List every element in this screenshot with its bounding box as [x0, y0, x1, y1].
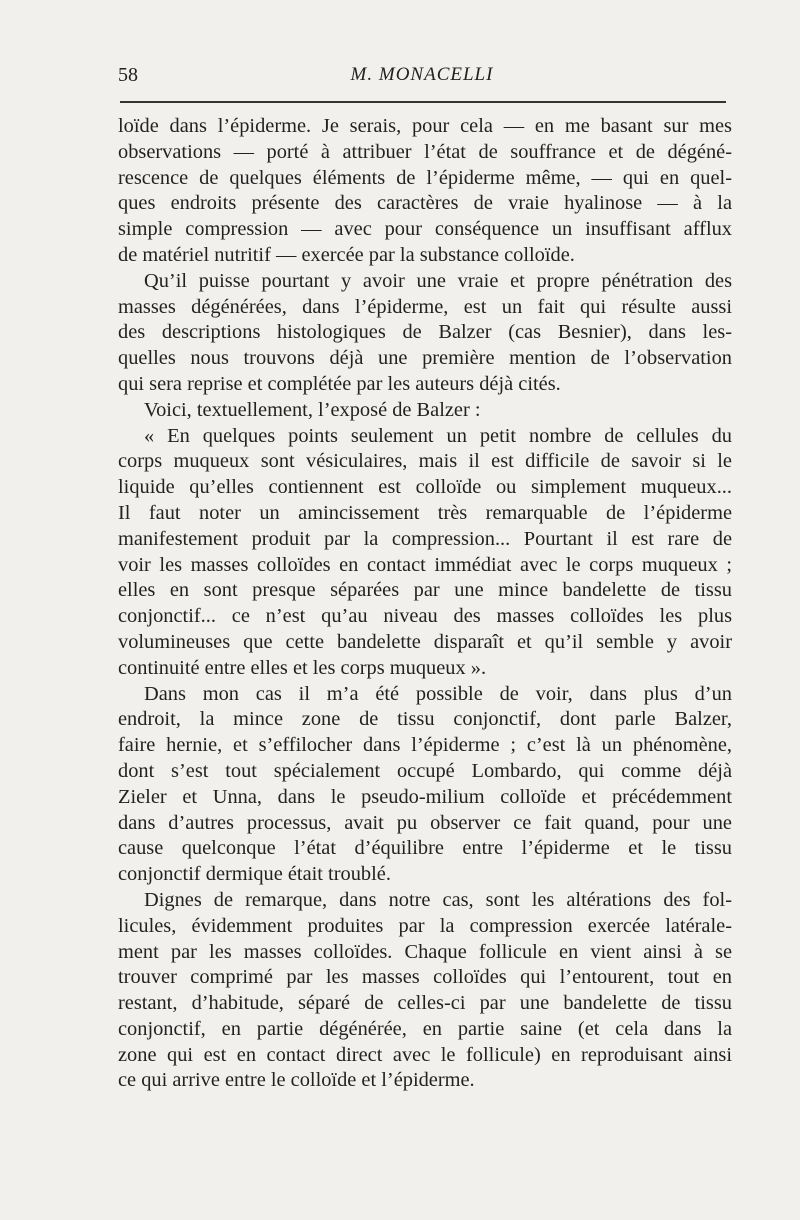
text-line: liquide qu’elles contiennent est colloïde ou simplement muqueux...: [118, 476, 732, 499]
text-line: restant, d’habitude, séparé de celles-ci par une bandelette de tissu: [118, 992, 732, 1015]
text-line: endroit, la mince zone de tissu conjonctif, dont parle Balzer,: [118, 708, 732, 731]
text-line: de matériel nutritif — exercée par la substance colloïde.: [118, 243, 575, 266]
text-line: ment par les masses colloïdes. Chaque follicule en vient ainsi à se: [118, 940, 732, 963]
body-text: [118, 114, 732, 1094]
text-line: licules, évidemment produites par la compression exercée latérale-: [118, 914, 732, 937]
text-line: faire hernie, et s’effilocher dans l’épiderme ; c’est là un phénomène,: [118, 734, 732, 757]
text-line: observations — porté à attribuer l’état de souffrance et de dégéné-: [118, 140, 732, 163]
text-line: trouver comprimé par les masses colloïdes qui l’entourent, tout en: [118, 966, 732, 989]
text-line: Zieler et Unna, dans le pseudo-milium colloïde et précédemment: [118, 785, 732, 808]
text-line: Qu’il puisse pourtant y avoir une vraie et propre pénétration des: [144, 269, 732, 292]
text-line: conjonctif, en partie dégénérée, en partie saine (et cela dans la: [118, 1017, 732, 1040]
text-line: Dignes de remarque, dans notre cas, sont les altérations des fol-: [144, 888, 732, 911]
text-line: Voici, textuellement, l’exposé de Balzer :: [144, 398, 481, 421]
text-line: ques endroits présente des caractères de vraie hyalinose — à la: [118, 192, 732, 215]
paragraph: [118, 398, 732, 424]
text-line: dans d’autres processus, avait pu observer ce fait quand, pour une: [118, 811, 732, 834]
text-line: manifestement produit par la compression... Pourtant il est rare de: [118, 527, 732, 550]
page-number: 58: [118, 64, 138, 86]
text-line: voir les masses colloïdes en contact immédiat avec le corps muqueux ;: [118, 553, 732, 576]
text-line: ce qui arrive entre le colloïde et l’épiderme.: [118, 1069, 475, 1092]
page-header: [118, 64, 726, 94]
text-line: continuité entre elles et les corps muqueux ».: [118, 656, 487, 679]
text-line: dont s’est tout spécialement occupé Lombardo, qui comme déjà: [118, 759, 732, 782]
text-line: Il faut noter un amincissement très remarquable de l’épiderme: [118, 501, 732, 524]
text-line: masses dégénérées, dans l’épiderme, est un fait qui résulte aussi: [118, 295, 732, 318]
text-line: corps muqueux sont vésiculaires, mais il est difficile de savoir si le: [118, 450, 732, 473]
text-line: conjonctif dermique était troublé.: [118, 863, 391, 886]
text-line: simple compression — avec pour conséquence un insuffisant afflux: [118, 218, 732, 241]
text-line: Dans mon cas il m’a été possible de voir, dans plus d’un: [144, 682, 732, 705]
paragraph: [118, 269, 732, 398]
text-line: elles en sont presque séparées par une mince bandelette de tissu: [118, 579, 732, 602]
text-line: conjonctif... ce n’est qu’au niveau des masses colloïdes les plus: [118, 605, 732, 628]
running-head: M. MONACELLI: [350, 64, 494, 85]
text-line: volumineuses que cette bandelette disparaît et qu’il semble y avoir: [118, 630, 732, 653]
paragraph: [118, 682, 732, 888]
text-line: qui sera reprise et complétée par les auteurs déjà cités.: [118, 372, 561, 395]
text-line: zone qui est en contact direct avec le follicule) en reproduisant ainsi: [118, 1043, 732, 1066]
text-line: loïde dans l’épiderme. Je serais, pour cela — en me basant sur mes: [118, 115, 732, 137]
paragraph: [118, 888, 732, 1094]
header-rule: [120, 101, 726, 103]
paragraph: [118, 114, 732, 269]
text-line: rescence de quelques éléments de l’épiderme même, — qui en quel-: [118, 166, 732, 189]
paragraph: [118, 424, 732, 682]
text-line: quelles nous trouvons déjà une première mention de l’observation: [118, 347, 732, 370]
text-line: des descriptions histologiques de Balzer (cas Besnier), dans les-: [118, 321, 732, 344]
text-line: « En quelques points seulement un petit nombre de cellules du: [144, 424, 732, 447]
text-line: cause quelconque l’état d’équilibre entre l’épiderme et le tissu: [118, 837, 732, 860]
